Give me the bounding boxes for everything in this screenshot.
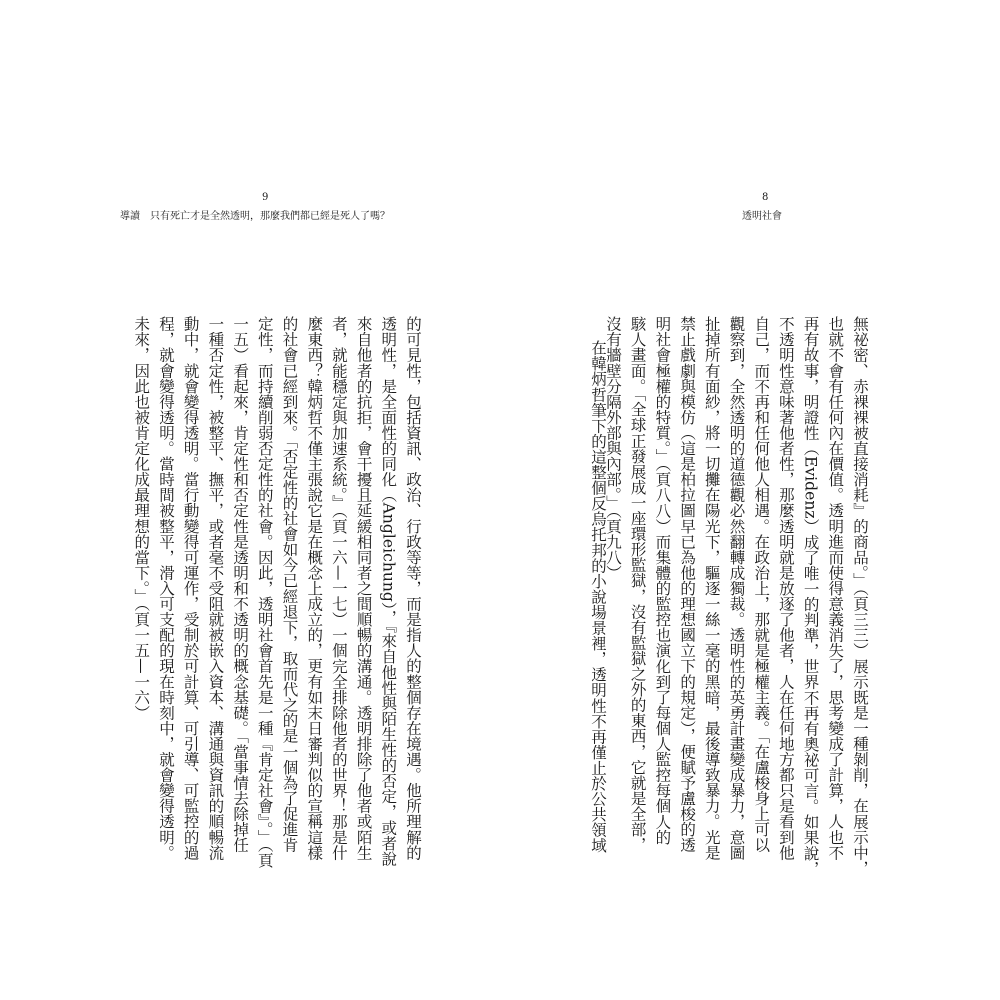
right-page-body: [603, 316, 872, 877]
text-line: 沒有牆壁分隔外部與內部。」（頁九八）: [603, 316, 622, 581]
right-page-number: 8: [762, 192, 769, 203]
text-line: 扯掉所有面紗，將一切攤在陽光下，驅逐一絲一毫的黑暗，最後導致暴力。光是: [702, 316, 721, 861]
text-line: 一種否定性，被整平、撫平，或者毫不受阻就被嵌入資本、溝通與資訊的順暢流: [206, 316, 225, 861]
text-line: 程，就會變得透明。當時間被整平，滑入可支配的現在時刻中，就會變得透明。: [156, 316, 175, 861]
text-line: 一五）看起來，肯定性和否定性是透明和不透明的概念基礎。「當事情去除掉任: [231, 316, 250, 853]
text-line: 的可見性，包括資訊、政治、行政等等，而是指人的整個存在境遇。他所理解的: [404, 316, 422, 861]
left-page-number: 9: [262, 192, 269, 203]
text-line: 無祕密、赤裸裸被直接消耗』的商品。」（頁三三）展示既是一種剝削，在展示中，: [851, 316, 869, 876]
text-line: 透明性，是全面性的同化（Angleichung），『來自他性與陌生性的否定，或者說: [379, 316, 398, 867]
text-line: 未來，因此也被肯定化成最理想的當下。」（頁一五—一六）: [132, 316, 151, 721]
text-line: 在韓炳哲筆下的這整個反烏托邦的小說場景裡，透明性不再僅止於公共領域: [589, 340, 607, 854]
text-line: 駭人畫面。「全球正發展成一座環形監獄，沒有監獄之外的東西，它就是全部，: [628, 316, 647, 853]
left-page-body: [120, 316, 425, 869]
text-line: 動中，就會變得透明。當行動變得可運作，受制於可計算、可引導、可監控的過: [181, 316, 200, 861]
text-line: 定性，而持續削弱否定性的社會。因此，透明社會首先是一種『肯定社會』。」（頁: [255, 316, 274, 869]
text-line: 的社會已經到來。「否定性的社會如今已經退下，取而代之的是一個為了促進肯: [280, 316, 299, 853]
text-line: 也就不會有任何內在價值。透明進而使得意義消失了，思考變成了計算，人也不: [826, 316, 845, 861]
text-line: 自己，而不再和任何他人相遇。在政治上，那就是極權主義。「在盧梭身上可以: [752, 316, 771, 853]
paragraph-start: [580, 316, 610, 854]
text-line: 者，就能穩定與加速系統。』（頁一六—一七）一個完全排除他者的世界！那是什: [329, 316, 348, 861]
right-running-head: 透明社會: [742, 211, 782, 222]
text-line: 來自他者的抗拒，會干擾且延緩相同者之間順暢的溝通。透明排除了他者或陌生: [354, 316, 373, 861]
text-line: 明社會極權的特質。」（頁八八）而集體的監控也演化到了每個人監控每個人的: [653, 316, 672, 845]
left-running-head: 導讀 只有死亡才是全然透明，那麼我們都已經是死人了嗎？: [120, 211, 390, 222]
text-line: 麼東西？韓炳哲不僅主張說它是在概念上成立的，更有如末日審判似的宣稱這樣: [305, 316, 324, 861]
text-line: 禁止戲劇與模仿（這是柏拉圖早已為他的理想國立下的規定），便賦予盧梭的透: [678, 316, 697, 853]
text-line: 再有故事，明證性（Evidenz）成了唯一的判準，世界不再有奧祕可言。如果說，: [801, 316, 820, 877]
text-line: 觀察到，全然透明的道德觀必然翻轉成獨裁。透明性的英勇計畫變成暴力，意圖: [727, 316, 746, 861]
text-line: 不透明性意味著他者性，那麼透明就是放逐了他者，人在任何地方都只是看到他: [776, 316, 795, 861]
